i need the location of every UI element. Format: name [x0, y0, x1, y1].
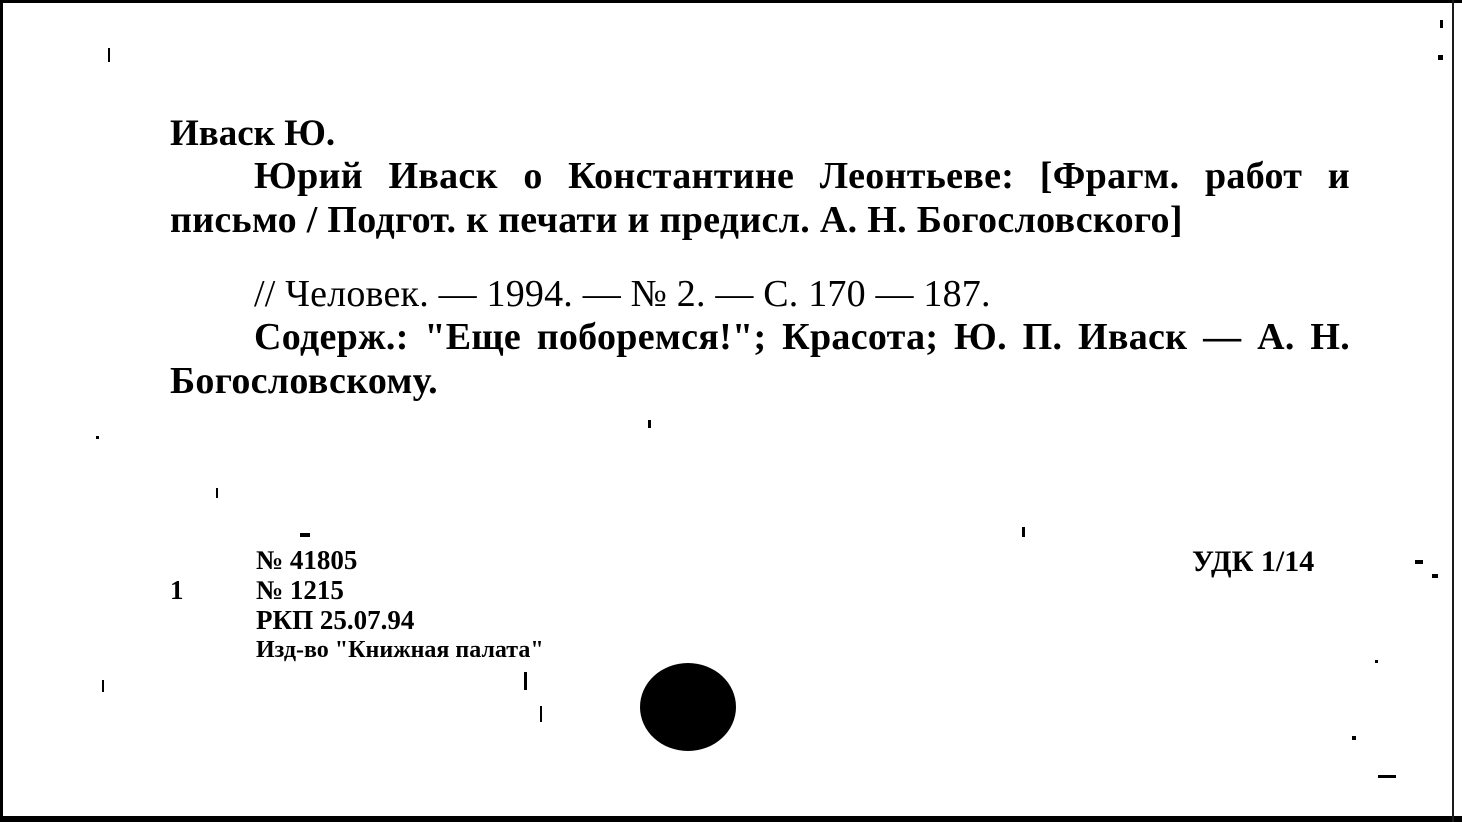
scan-speck: [102, 680, 104, 692]
card-border-top: [0, 0, 1462, 3]
publisher: Изд-во "Книжная палата": [256, 637, 544, 663]
card-author: Иваск Ю.: [170, 113, 336, 154]
scan-speck: [300, 533, 310, 537]
scan-speck: [216, 488, 218, 498]
card-entry-number: 1: [170, 575, 184, 605]
scan-speck: [1378, 775, 1396, 778]
card-title: Юрий Иваск о Константине Леонтьеве: [Фрагм. работ и письмо / Подгот. к печати и предисл. А. Н. Богословского]: [170, 155, 1350, 241]
rkp-date: РКП 25.07.94: [256, 605, 415, 635]
scan-speck: [648, 420, 651, 428]
scan-speck: [1438, 55, 1443, 60]
scan-speck: [1432, 574, 1438, 578]
punch-hole: [640, 663, 736, 751]
card-contents: Содерж.: "Еще поборемся!"; Красота; Ю. П. Иваск — А. Н. Богословскому.: [170, 316, 1350, 402]
catalog-number: № 1215: [256, 575, 344, 605]
udk-code: УДК 1/14: [1192, 545, 1315, 578]
scan-speck: [1352, 736, 1356, 740]
scan-speck: [1440, 20, 1443, 28]
registration-number: № 41805: [256, 545, 358, 575]
card-border-bottom: [0, 816, 1462, 822]
scan-speck: [1415, 560, 1423, 564]
scan-speck: [108, 48, 110, 62]
card-imprint: [256, 545, 544, 665]
scan-speck: [1375, 660, 1378, 663]
scan-speck: [1022, 527, 1025, 537]
scan-speck: [96, 436, 99, 439]
card-source: // Человек. — 1994. — № 2. — С. 170 — 187.: [254, 273, 991, 315]
card-border-right: [1452, 0, 1454, 822]
scan-speck: [540, 706, 542, 722]
scan-speck: [524, 672, 527, 690]
card-border-left: [0, 0, 3, 822]
